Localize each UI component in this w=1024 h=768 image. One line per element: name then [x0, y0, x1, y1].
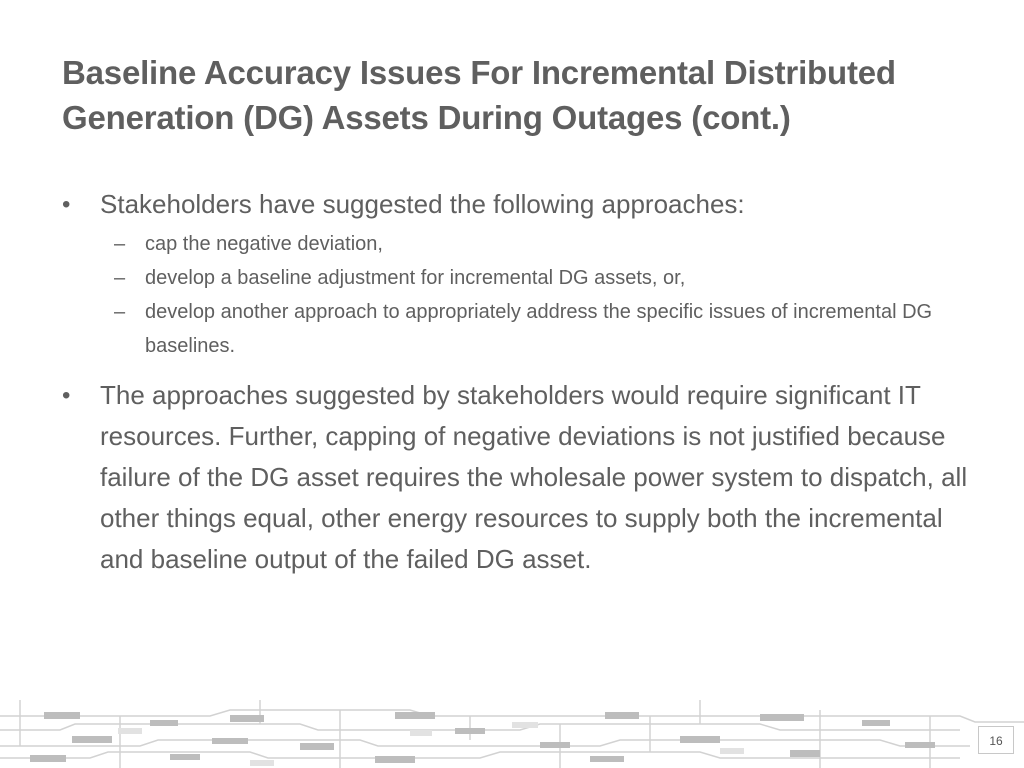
- bullet-item: [62, 184, 982, 225]
- dash-glyph: –: [114, 233, 126, 255]
- sub-item-text: develop another approach to appropriately address the specific issues of incremental DG baselines.: [145, 301, 933, 357]
- sub-item: [62, 261, 982, 295]
- dash-glyph: –: [114, 301, 126, 323]
- sub-item-text: cap the negative deviation,: [145, 233, 383, 255]
- bullet-item: [62, 375, 982, 580]
- page-number: 16: [978, 726, 1014, 754]
- sub-item: [62, 295, 982, 363]
- sub-item: [62, 227, 982, 261]
- dash-glyph: –: [114, 267, 126, 289]
- slide-body: [62, 184, 982, 580]
- bullet-text: Stakeholders have suggested the following approaches:: [100, 189, 745, 219]
- bullet-glyph: •: [62, 191, 71, 218]
- bullet-text: The approaches suggested by stakeholders would require significant IT resources. Further, capping of negative deviations is not justified because failure of the DG asset requires the wholesale power system to dispatch, all other things equal, other energy resources to supply both the incremental and baseline output of the failed DG asset.: [100, 380, 968, 574]
- sub-item-text: develop a baseline adjustment for incremental DG assets, or,: [145, 267, 686, 289]
- slide-title: Baseline Accuracy Issues For Incremental Distributed Generation (DG) Assets During Outages (cont.): [62, 54, 896, 136]
- sub-list: [62, 227, 982, 363]
- bullet-glyph: •: [62, 382, 71, 409]
- circuit-board-icon: [0, 700, 1024, 768]
